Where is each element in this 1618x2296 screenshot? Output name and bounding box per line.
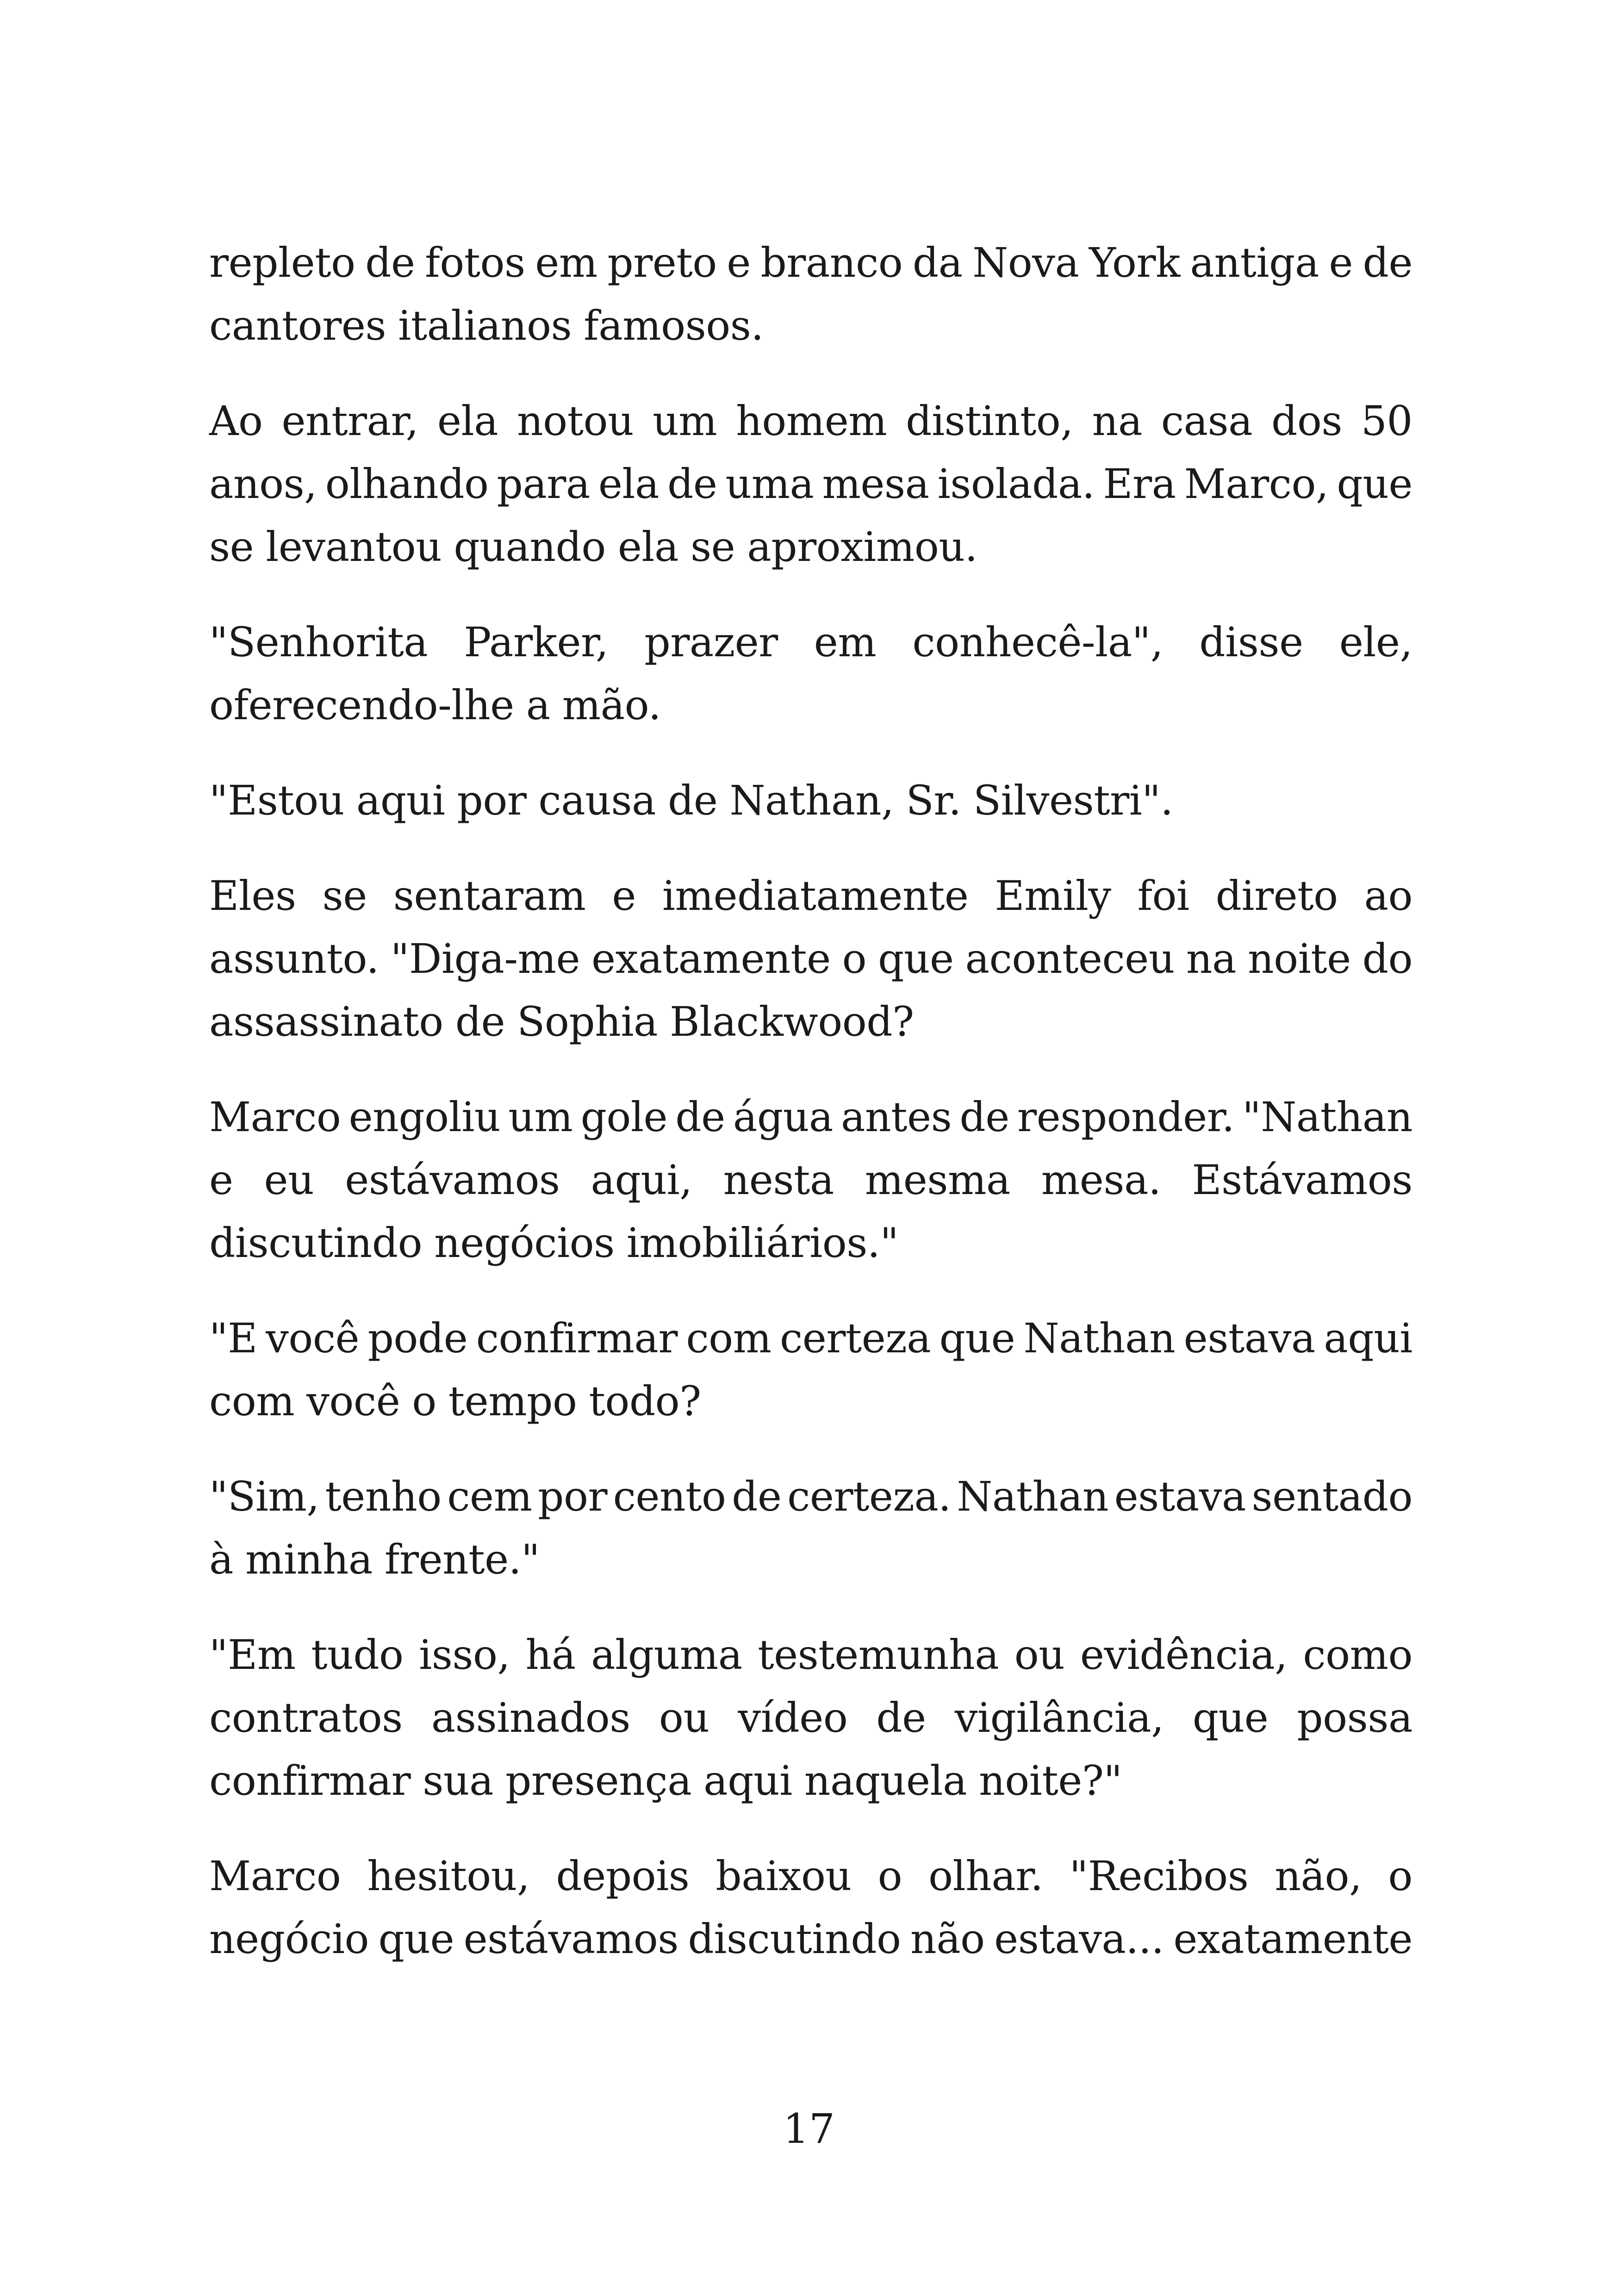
word: Sophia: [517, 998, 658, 1045]
word: fotos: [425, 239, 525, 286]
word: distinto,: [906, 397, 1073, 445]
word: do: [1362, 935, 1413, 983]
word: dos: [1271, 397, 1342, 445]
word: de: [365, 239, 415, 286]
word: noite: [1247, 935, 1351, 983]
text-line: [209, 1465, 1413, 1528]
word: anos,: [209, 460, 317, 508]
word: e: [209, 1156, 233, 1204]
word: não: [910, 1915, 985, 1963]
word: por: [457, 777, 527, 824]
word: hesitou,: [367, 1852, 530, 1900]
paragraph: [209, 865, 1413, 1053]
word: ela: [598, 460, 659, 508]
word: ou: [1014, 1631, 1065, 1679]
word: nesta: [723, 1156, 834, 1204]
word: famosos.: [584, 302, 764, 349]
word: e: [612, 872, 636, 920]
word: com: [209, 1377, 295, 1425]
word: Estávamos: [1192, 1156, 1413, 1204]
word: um: [508, 1093, 573, 1141]
word: sentaram: [393, 872, 586, 920]
word: que: [878, 935, 954, 983]
paragraph: [209, 390, 1413, 579]
paragraph: [209, 1624, 1413, 1812]
word: tenho: [325, 1473, 442, 1520]
word: isolada.: [937, 460, 1095, 508]
word: "Estou: [209, 777, 344, 824]
text-line: [209, 453, 1413, 516]
word: "Recibos: [1069, 1852, 1249, 1900]
text-line: [209, 1149, 1413, 1212]
word: de: [959, 1093, 1009, 1141]
word: o: [1388, 1852, 1413, 1900]
word: imobiliários.": [626, 1219, 899, 1267]
word: confirmar: [476, 1314, 678, 1362]
word: de: [1363, 239, 1413, 286]
text-line: [209, 1370, 1413, 1433]
word: Marco,: [1184, 460, 1329, 508]
word: da: [912, 239, 963, 286]
word: na: [1092, 397, 1142, 445]
word: que: [1337, 460, 1413, 508]
word: ele,: [1339, 618, 1413, 666]
word: Marco: [209, 1852, 341, 1900]
paragraph: [209, 1465, 1413, 1591]
text-line: [209, 927, 1413, 990]
word: presença: [505, 1757, 692, 1804]
word: engoliu: [348, 1093, 501, 1141]
word: negócio: [209, 1915, 369, 1963]
text-line: [209, 1086, 1413, 1149]
word: você: [266, 1314, 360, 1362]
word: isso,: [419, 1631, 510, 1679]
word: o: [842, 935, 867, 983]
word: Blackwood?: [670, 998, 914, 1045]
word: mesa.: [1041, 1156, 1161, 1204]
word: de: [667, 460, 717, 508]
word: olhar.: [928, 1852, 1043, 1900]
text-line: [209, 1686, 1413, 1749]
word: disse: [1199, 618, 1303, 666]
word: ao: [1364, 872, 1413, 920]
word: como: [1303, 1631, 1413, 1679]
word: Nova: [972, 239, 1079, 286]
word: testemunha: [758, 1631, 999, 1679]
paragraph: [209, 611, 1413, 737]
word: discutindo: [688, 1915, 901, 1963]
word: estávamos: [345, 1156, 560, 1204]
word: olhando: [325, 460, 489, 508]
word: possa: [1297, 1694, 1413, 1742]
text-line: [209, 390, 1413, 453]
word: e: [727, 239, 751, 286]
word: e: [1329, 239, 1353, 286]
word: baixou: [716, 1852, 852, 1900]
paragraph: [209, 231, 1413, 357]
word: noite?": [979, 1757, 1122, 1804]
text-line: [209, 611, 1413, 674]
word: Nathan: [1023, 1314, 1176, 1362]
word: conhecê-la",: [912, 618, 1164, 666]
page-number: 17: [783, 2105, 835, 2153]
word: prazer: [644, 618, 778, 666]
word: Sr.: [906, 777, 961, 824]
text-line: [209, 1624, 1413, 1686]
word: confirmar: [209, 1757, 411, 1804]
word: imediatamente: [662, 872, 969, 920]
word: frente.": [384, 1536, 540, 1583]
word: branco: [760, 239, 903, 286]
word: assassinato: [209, 998, 443, 1045]
word: aproximou.: [747, 523, 977, 571]
word: "Em: [209, 1631, 296, 1679]
word: Era: [1103, 460, 1176, 508]
word: antiga: [1190, 239, 1319, 286]
word: Nathan,: [729, 777, 894, 824]
word: Silvestri".: [973, 777, 1173, 824]
word: oferecendo-lhe: [209, 681, 514, 729]
word: "E: [209, 1314, 257, 1362]
word: naquela: [804, 1757, 967, 1804]
word: sentado: [1251, 1473, 1413, 1520]
word: responder.: [1017, 1093, 1235, 1141]
word: na: [1186, 935, 1237, 983]
word: notou: [517, 397, 634, 445]
word: em: [535, 239, 597, 286]
word: aconteceu: [965, 935, 1175, 983]
word: estava: [1114, 1473, 1246, 1520]
word: que: [378, 1915, 454, 1963]
word: um: [653, 397, 717, 445]
word: italianos: [398, 302, 572, 349]
paragraph: [209, 769, 1413, 832]
word: casa: [1161, 397, 1253, 445]
word: Marco: [209, 1093, 341, 1141]
text-line: [209, 865, 1413, 927]
word: Eles: [209, 872, 296, 920]
word: causa: [538, 777, 656, 824]
word: de: [876, 1694, 926, 1742]
word: negócios: [434, 1219, 615, 1267]
text-line: [209, 1845, 1413, 1908]
word: cantores: [209, 302, 386, 349]
word: preto: [607, 239, 717, 286]
word: eu: [264, 1156, 314, 1204]
word: cem: [447, 1473, 532, 1520]
text-line: [209, 990, 1413, 1053]
word: que: [939, 1314, 1015, 1362]
text-line: [209, 1908, 1413, 1971]
word: aqui: [1324, 1314, 1413, 1362]
word: aqui,: [591, 1156, 692, 1204]
word: aqui: [356, 777, 445, 824]
word: "Nathan: [1242, 1093, 1413, 1141]
word: ela: [437, 397, 498, 445]
word: Ao: [209, 397, 263, 445]
word: mesma: [865, 1156, 1010, 1204]
word: gole: [580, 1093, 668, 1141]
word: aqui: [703, 1757, 792, 1804]
word: Nathan: [957, 1473, 1108, 1520]
word: por: [538, 1473, 608, 1520]
word: mão.: [562, 681, 661, 729]
word: vigilância,: [954, 1694, 1164, 1742]
word: York: [1089, 239, 1180, 286]
word: certeza.: [787, 1473, 951, 1520]
word: repleto: [209, 239, 355, 286]
word: alguma: [591, 1631, 742, 1679]
word: Parker,: [464, 618, 609, 666]
word: evidência,: [1080, 1631, 1288, 1679]
text-line: [209, 294, 1413, 357]
word: pode: [367, 1314, 468, 1362]
word: cento: [613, 1473, 726, 1520]
word: de: [667, 777, 718, 824]
text-line: [209, 674, 1413, 737]
word: se: [209, 523, 254, 571]
word: depois: [556, 1852, 690, 1900]
word: assunto.: [209, 935, 379, 983]
word: à: [209, 1536, 233, 1583]
word: de: [732, 1473, 782, 1520]
word: direto: [1215, 872, 1338, 920]
text-line: [209, 1307, 1413, 1370]
word: contratos: [209, 1694, 403, 1742]
word: estava...: [994, 1915, 1164, 1963]
word: entrar,: [281, 397, 418, 445]
word: foi: [1137, 872, 1189, 920]
word: estava: [1183, 1314, 1315, 1362]
word: ela: [617, 523, 679, 571]
word: assinados: [431, 1694, 630, 1742]
word: não,: [1275, 1852, 1362, 1900]
word: de: [675, 1093, 725, 1141]
word: antes: [841, 1093, 952, 1141]
word: todo?: [589, 1377, 701, 1425]
word: quando: [454, 523, 606, 571]
word: minha: [245, 1536, 373, 1583]
word: sua: [423, 1757, 494, 1804]
word: se: [691, 523, 735, 571]
body-text: [209, 231, 1413, 2003]
paragraph: [209, 1086, 1413, 1275]
word: ou: [659, 1694, 709, 1742]
word: tudo: [311, 1631, 404, 1679]
word: homem: [736, 397, 887, 445]
word: uma: [725, 460, 814, 508]
word: "Sim,: [209, 1473, 319, 1520]
word: o: [877, 1852, 902, 1900]
word: você: [306, 1377, 400, 1425]
word: há: [525, 1631, 576, 1679]
word: Emily: [995, 872, 1111, 920]
word: mesa: [822, 460, 929, 508]
word: exatamente: [1173, 1915, 1413, 1963]
paragraph: [209, 1845, 1413, 1971]
paragraph: [209, 1307, 1413, 1433]
text-line: [209, 231, 1413, 294]
word: de: [455, 998, 505, 1045]
word: estávamos: [463, 1915, 678, 1963]
text-line: [209, 1528, 1413, 1591]
word: a: [526, 681, 550, 729]
word: o: [412, 1377, 436, 1425]
word: para: [497, 460, 590, 508]
word: se: [322, 872, 367, 920]
text-line: [209, 516, 1413, 579]
word: "Senhorita: [209, 618, 428, 666]
word: água: [733, 1093, 833, 1141]
word: tempo: [448, 1377, 577, 1425]
word: "Diga-me: [390, 935, 580, 983]
word: vídeo: [738, 1694, 848, 1742]
word: levantou: [266, 523, 442, 571]
word: em: [814, 618, 877, 666]
word: certeza: [779, 1314, 931, 1362]
text-line: [209, 1212, 1413, 1275]
word: que: [1192, 1694, 1269, 1742]
text-line: [209, 1749, 1413, 1812]
word: discutindo: [209, 1219, 423, 1267]
word: 50: [1361, 397, 1413, 445]
word: com: [686, 1314, 772, 1362]
text-line: [209, 769, 1413, 832]
word: exatamente: [591, 935, 831, 983]
